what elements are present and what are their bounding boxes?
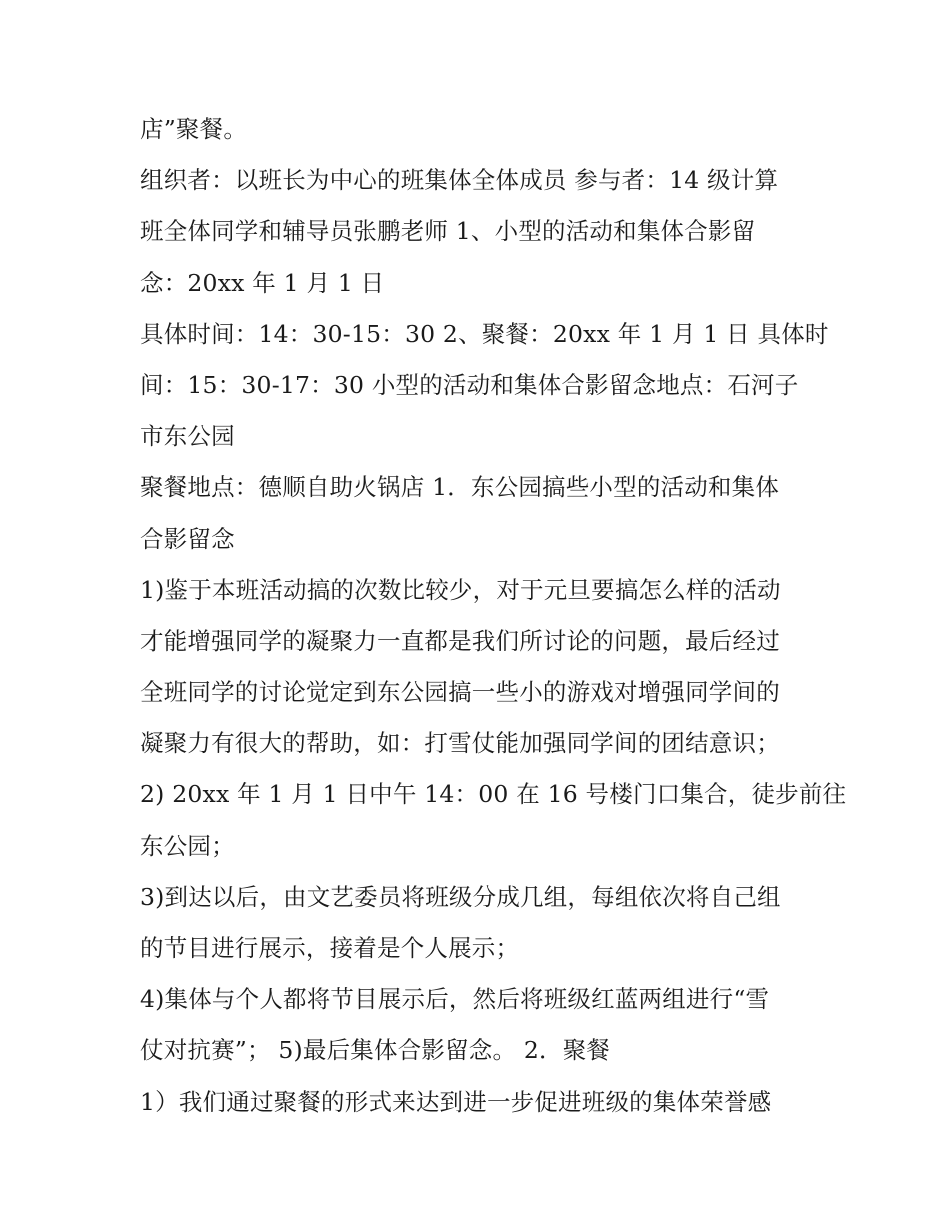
text-line: 念：20xx 年 1 月 1 日 [140,268,385,297]
text-line: 3)到达以后，由文艺委员将班级分成几组，每组依次将自己组 [140,882,781,911]
text-line: 2) 20xx 年 1 月 1 日中午 14：00 在 16 号楼门口集合，徒步前往 [140,780,847,809]
text-line: 全班同学的讨论觉定到东公园搞一些小的游戏对增强同学间的 [140,678,780,707]
text-line: 4)集体与个人都将节目展示后，然后将班级红蓝两组进行“雪 [140,985,770,1014]
text-line: 1)鉴于本班活动搞的次数比较少，对于元旦要搞怎么样的活动 [140,575,781,604]
text-line: 店”聚餐。 [140,115,248,143]
text-line: 的节目进行展示，接着是个人展示； [140,934,520,962]
text-line: 班全体同学和辅导员张鹏老师 1、小型的活动和集体合影留 [140,217,756,246]
text-line: 东公园； [140,831,235,860]
text-line: 合影留念 [140,524,235,553]
text-line: 市东公园 [140,422,235,451]
text-line: 具体时间：14：30-15：30 2、聚餐：20xx 年 1 月 1 日 具体时 [140,319,829,348]
text-line: 1）我们通过聚餐的形式来达到进一步促进班级的集体荣誉感 [140,1087,772,1116]
text-line: 凝聚力有很大的帮助，如：打雪仗能加强同学间的团结意识； [140,729,780,758]
text-line: 聚餐地点：德顺自助火锅店 1．东公园搞些小型的活动和集体 [140,473,780,502]
text-line: 组织者：以班长为中心的班集体全体成员 参与者：14 级计算 [140,166,779,195]
document-body [140,104,847,1128]
text-line: 才能增强同学的凝聚力一直都是我们所讨论的问题，最后经过 [140,626,780,655]
text-line: 仗对抗赛”； 5)最后集体合影留念。 2．聚餐 [140,1036,611,1065]
text-line: 间：15：30-17：30 小型的活动和集体合影留念地点：石河子 [140,370,799,399]
